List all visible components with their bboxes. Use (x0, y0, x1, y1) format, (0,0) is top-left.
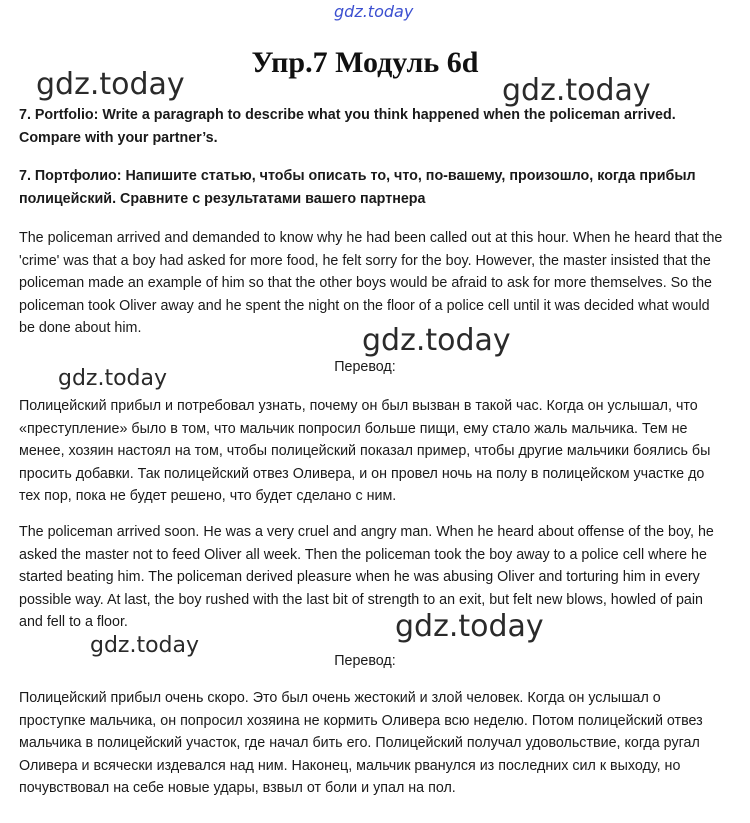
answer-1-english: The policeman arrived and demanded to know why he had been called out at this hour. When he heard that the 'crime' was that a boy had asked for more food, he felt sorry for the boy. However, the master insisted that the policeman made an example of him so that the other boys would be afraid to ask for more themselves. So the policeman took Oliver away and he spent the night on the floor of a police cell until it was decided what would be done about him. (19, 230, 723, 336)
watermark: gdz.today (395, 609, 544, 644)
answer-1-russian: Полицейский прибыл и потребовал узнать, почему он был вызван в такой час. Когда он услышал, что «преступление» было в том, что мальчик попросил больше пищи, ему стало жаль мальчика. Тем не менее, хозяин настоял на том, чтобы полицейский показал пример, чтобы другие мальчики боялись бы просить добавки. Так полицейский отвез Оливера, и он провел ночь на полу в полицейском участке до тех пор, пока не будет решено, что будет сделано с ним. (19, 398, 711, 504)
task-english: 7. Portfolio: Write a paragraph to describe what you think happened when the policeman arrived. Compare with your partner’s. (19, 107, 676, 146)
watermark: gdz.today (502, 73, 651, 108)
translation-label: Перевод: (334, 653, 396, 669)
page-title: Упр.7 Модуль 6d (251, 46, 479, 79)
answer-2-russian: Полицейский прибыл очень скоро. Это был очень жестокий и злой человек. Когда он услышал о проступке мальчика, он попросил хозяина не кормить Оливера всю неделю. Потом полицейский отвез мальчика в полицейский участок, где начал бить его. Полицейский получал удовольствие, когда ругал Оливера и всячески издевался над ним. Наконец, мальчик рванулся из последних сил к выходу, но почувствовал на себе новые удары, взвыл от боли и упал на пол. (19, 690, 703, 796)
watermark: gdz.today (90, 633, 200, 658)
answer-2-english: The policeman arrived soon. He was a very cruel and angry man. When he heard about offense of the boy, he asked the master not to feed Oliver all week. Then the policeman took the boy away to a police cell where he started beating him. The policeman derived pleasure when he was abusing Oliver and torturing him in every possible way. At last, the boy rushed with the last bit of strength to an exit, but felt new blows, howled of pain and fell to a floor. (19, 524, 714, 630)
watermark: gdz.today (36, 67, 185, 102)
watermark-top: gdz.today (334, 2, 414, 21)
translation-label: Перевод: (334, 359, 396, 375)
watermark: gdz.today (362, 323, 511, 358)
watermark: gdz.today (58, 366, 168, 391)
task-russian: 7. Портфолио: Напишите статью, чтобы описать то, что, по-вашему, произошло, когда прибыл полицейский. Сравните с результатами вашего партнера (19, 168, 696, 207)
